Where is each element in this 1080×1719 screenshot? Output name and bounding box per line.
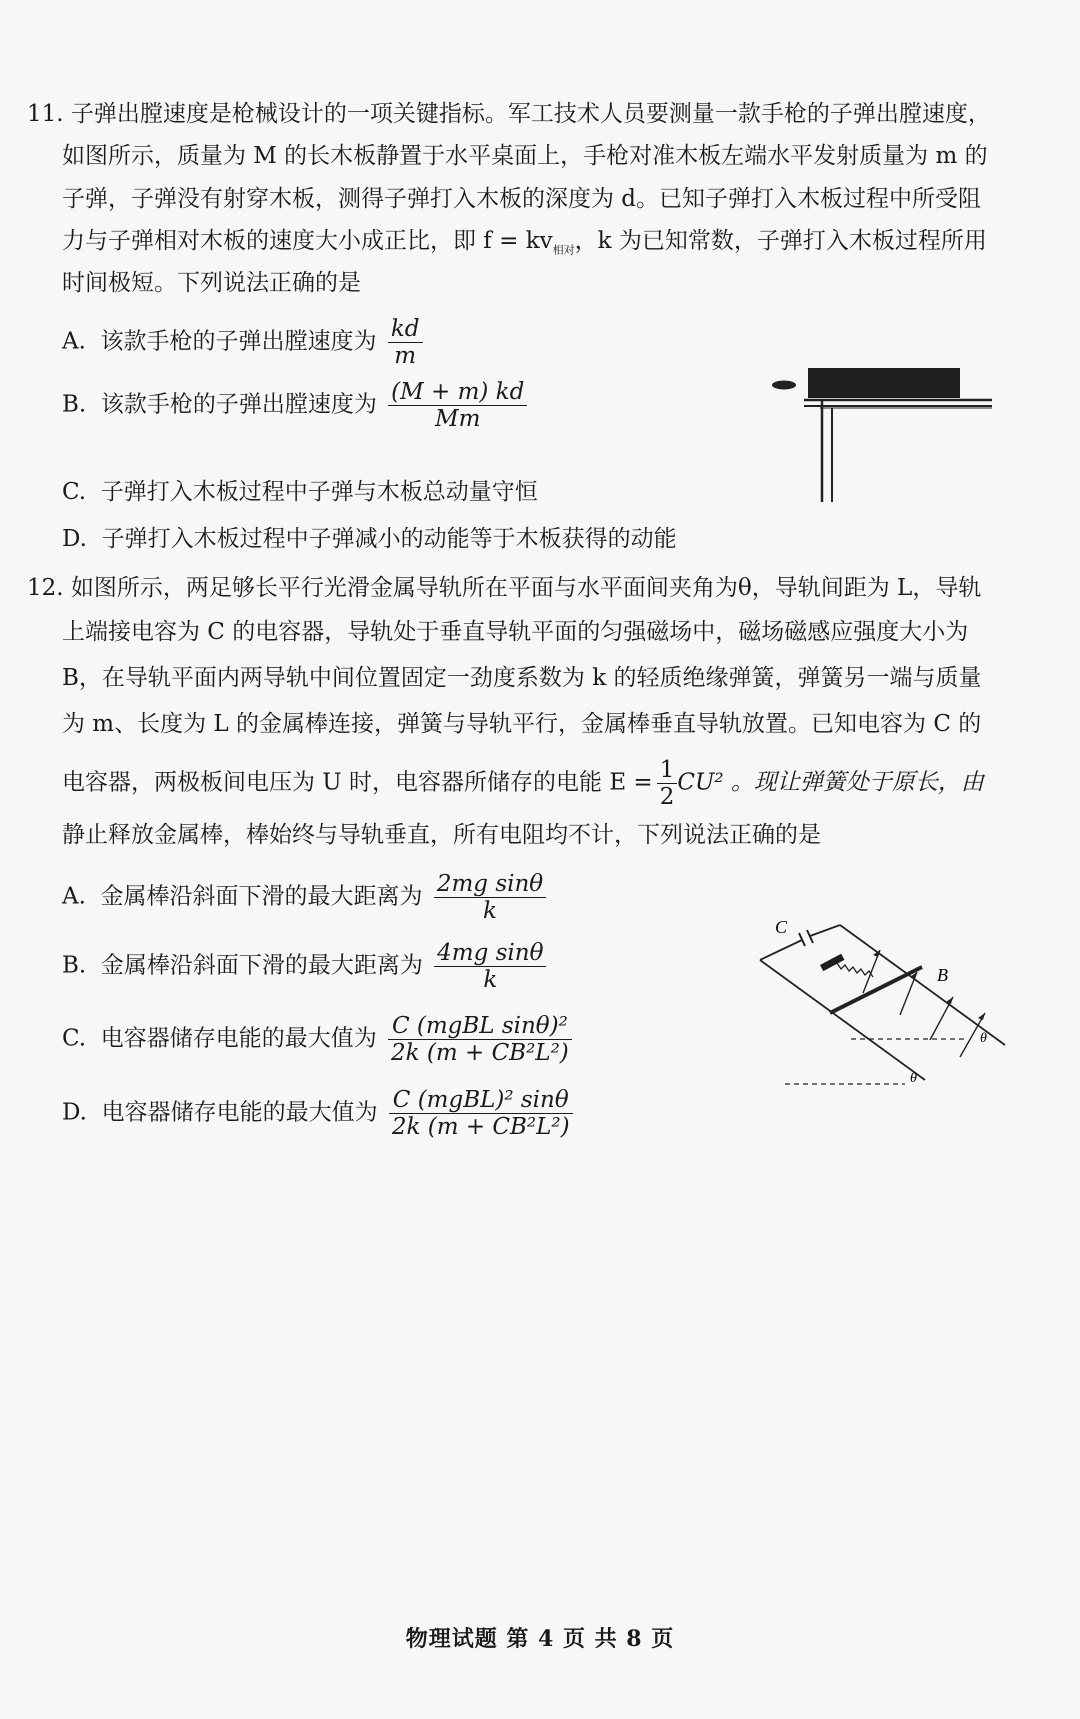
metal-rod	[830, 967, 922, 1013]
q12-figure	[755, 905, 1015, 1095]
q12-energy-fraction: $\frac{1}{2}$	[657, 757, 678, 810]
q12-number: 12.	[27, 575, 64, 601]
q12-option-c-fraction: $\frac{\text{C (mgBL sinθ)²}}{\text{2k (m + CB²L²)}}$	[388, 1013, 572, 1066]
q11-line-5: 时间极短。下列说法正确的是	[62, 270, 361, 296]
q12-option-d-fraction: $\frac{\text{C (mgBL)² sinθ}}{\text{2k (m + CB²L²)}}$	[389, 1087, 573, 1140]
q11-line-3: 子弹，子弹没有射穿木板，测得子弹打入木板的深度为 d。已知子弹打入木板过程中所受阻	[62, 186, 982, 212]
q12-line-1: 12. 如图所示，两足够长平行光滑金属导轨所在平面与水平面间夹角为θ，导轨间距为 L，导轨	[27, 575, 982, 601]
q11-figure	[770, 360, 1000, 505]
wooden-board	[808, 368, 960, 398]
rail-upper	[840, 925, 1005, 1045]
q11-subscript: 相对	[552, 243, 575, 257]
spring-icon	[837, 963, 873, 977]
field-arrow-4-head	[978, 1013, 985, 1020]
angle-label-upper: θ	[980, 1031, 987, 1046]
q12-line-5: 电容器，两极板间电压为 U 时，电容器所储存的电能 E = $\frac{1}{2}$ CU² 。现让弹簧处于原长，由	[62, 757, 984, 810]
top-wire-left	[760, 940, 802, 960]
q12-option-c: C. 电容器储存电能的最大值为 $\frac{\text{C (mgBL sinθ)²}}{\text{2k (m + CB²L²)}}$	[62, 1013, 572, 1066]
field-label: B	[937, 965, 948, 985]
q12-option-a-fraction: $\frac{\text{2mg sinθ}}{k}$	[434, 871, 546, 924]
q11-line-1: 11. 子弹出膛速度是枪械设计的一项关键指标。军工技术人员要测量一款手枪的子弹出膛速度，	[27, 101, 991, 127]
q11-option-a-fraction: $\frac{kd}{m}$	[388, 316, 423, 369]
page-footer: 物理试题 第 4 页 共 8 页	[405, 1626, 675, 1652]
capacitor-plate-1	[799, 933, 805, 946]
q12-line-4: 为 m、长度为 L 的金属棒连接，弹簧与导轨平行，金属棒垂直导轨放置。已知电容为 C 的	[62, 711, 982, 737]
q12-option-b: B. 金属棒沿斜面下滑的最大距离为 $\frac{\text{4mg sinθ}}{k}$	[62, 940, 546, 993]
q12-option-d: D. 电容器储存电能的最大值为 $\frac{\text{C (mgBL)² sinθ}}{\text{2k (m + CB²L²)}}$	[62, 1087, 573, 1140]
q11-line-4: 力与子弹相对木板的速度大小成正比，即 $f = kv_{相对}$，k 为已知常数，子弹打入木板过程所用	[62, 228, 987, 257]
q12-option-b-fraction: $\frac{\text{4mg sinθ}}{k}$	[434, 940, 546, 993]
top-wire-right	[810, 925, 840, 936]
q11-option-c: C. 子弹打入木板过程中子弹与木板总动量守恒	[62, 479, 538, 505]
q12-line-3: B，在导轨平面内两导轨中间位置固定一劲度系数为 k 的轻质绝缘弹簧，弹簧另一端与质量	[62, 665, 982, 691]
field-arrow-3	[930, 997, 953, 1040]
q11-option-d: D. 子弹打入木板过程中子弹减小的动能等于木板获得的动能	[62, 526, 677, 552]
q11-number: 11.	[27, 101, 64, 127]
angle-label-lower: θ	[910, 1071, 917, 1086]
q11-option-b-fraction: $\frac{(M + m) kd}{Mm}$	[388, 379, 527, 432]
q12-line-2: 上端接电容为 C 的电容器，导轨处于垂直导轨平面的匀强磁场中，磁场磁感应强度大小为	[62, 619, 969, 645]
capacitor-plate-2	[807, 930, 813, 943]
bullet-icon	[772, 381, 796, 390]
q11-option-a: A. 该款手枪的子弹出膛速度为 $\frac{kd}{m}$	[62, 316, 423, 369]
q12-line-6: 静止释放金属棒，棒始终与导轨垂直，所有电阻均不计，下列说法正确的是	[62, 822, 821, 848]
q12-option-a: A. 金属棒沿斜面下滑的最大距离为 $\frac{\text{2mg sinθ}}{k}$	[62, 871, 546, 924]
capacitor-label: C	[775, 917, 788, 937]
q11-option-b: B. 该款手枪的子弹出膛速度为 $\frac{(M + m) kd}{Mm}$	[62, 379, 527, 432]
q11-line-2: 如图所示，质量为 M 的长木板静置于水平桌面上，手枪对准木板左端水平发射质量为 m 的	[62, 143, 988, 169]
